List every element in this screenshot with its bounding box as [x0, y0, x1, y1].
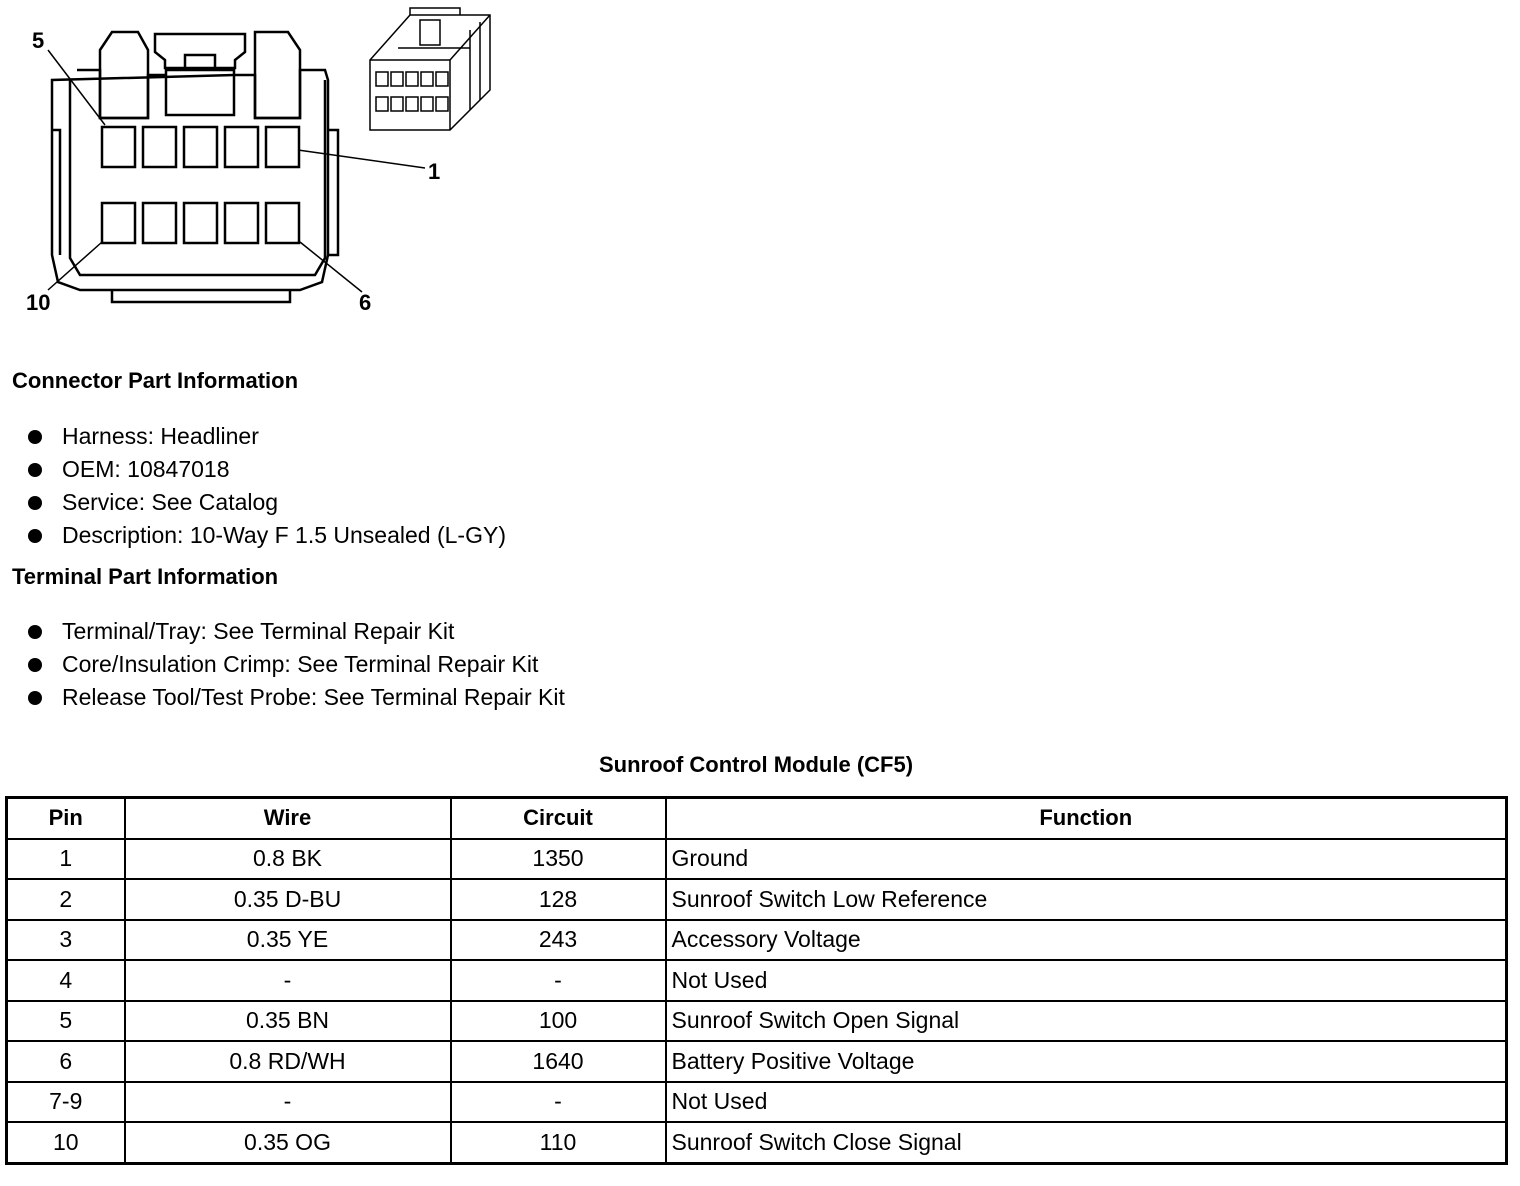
bullet-icon [28, 496, 42, 510]
cell-function: Not Used [666, 1082, 1507, 1123]
cell-pin: 7-9 [7, 1082, 125, 1123]
cell-pin: 6 [7, 1041, 125, 1082]
table-row [7, 1082, 1507, 1123]
list-item: Description: 10-Way F 1.5 Unsealed (L-GY) [28, 519, 506, 552]
bullet-icon [28, 529, 42, 543]
cell-pin: 2 [7, 879, 125, 920]
list-item: Harness: Headliner [28, 420, 506, 453]
cell-function: Not Used [666, 960, 1507, 1001]
list-item: OEM: 10847018 [28, 453, 506, 486]
cell-wire: 0.35 OG [125, 1122, 451, 1163]
bullet-icon [28, 691, 42, 705]
cell-circuit: 1640 [451, 1041, 666, 1082]
cell-circuit: 1350 [451, 839, 666, 880]
cell-wire: 0.8 BK [125, 839, 451, 880]
table-row [7, 839, 1507, 880]
connector-info-title: Connector Part Information [12, 368, 299, 393]
connector-info-list [28, 420, 506, 552]
connector-diagram [0, 0, 540, 330]
list-item: Terminal/Tray: See Terminal Repair Kit [28, 615, 565, 648]
cell-function: Sunroof Switch Open Signal [666, 1001, 1507, 1042]
cell-pin: 5 [7, 1001, 125, 1042]
bullet-icon [28, 625, 42, 639]
pin-label-1: 1 [428, 159, 441, 184]
table-row [7, 1122, 1507, 1163]
table-header-row [7, 798, 1507, 839]
table-row [7, 960, 1507, 1001]
cell-circuit: 243 [451, 920, 666, 961]
cell-circuit: 100 [451, 1001, 666, 1042]
cell-wire: 0.35 D-BU [125, 879, 451, 920]
bullet-icon [28, 430, 42, 444]
cell-wire: 0.8 RD/WH [125, 1041, 451, 1082]
cell-function: Accessory Voltage [666, 920, 1507, 961]
header-pin: Pin [7, 798, 125, 839]
cell-function: Ground [666, 839, 1507, 880]
cell-circuit: 128 [451, 879, 666, 920]
pinout-table [5, 796, 1508, 1165]
cell-pin: 3 [7, 920, 125, 961]
header-wire: Wire [125, 798, 451, 839]
connector-iso-view [0, 0, 540, 330]
cell-pin: 10 [7, 1122, 125, 1163]
cell-function: Sunroof Switch Close Signal [666, 1122, 1507, 1163]
cell-function: Sunroof Switch Low Reference [666, 879, 1507, 920]
bullet-icon [28, 658, 42, 672]
pin-label-10: 10 [26, 290, 51, 315]
cell-circuit: - [451, 960, 666, 1001]
terminal-info-title: Terminal Part Information [12, 564, 279, 589]
cell-wire: 0.35 BN [125, 1001, 451, 1042]
cell-pin: 1 [7, 839, 125, 880]
header-circuit: Circuit [451, 798, 666, 839]
cell-circuit: - [451, 1082, 666, 1123]
table-row [7, 1001, 1507, 1042]
list-item: Core/Insulation Crimp: See Terminal Repair Kit [28, 648, 565, 681]
bullet-icon [28, 463, 42, 477]
cell-wire: - [125, 1082, 451, 1123]
pin-label-6: 6 [359, 290, 372, 315]
header-function: Function [666, 798, 1507, 839]
table-title: Sunroof Control Module (CF5) [598, 752, 914, 777]
cell-pin: 4 [7, 960, 125, 1001]
table-row [7, 879, 1507, 920]
terminal-info-list [28, 615, 565, 714]
table-row [7, 1041, 1507, 1082]
cell-function: Battery Positive Voltage [666, 1041, 1507, 1082]
list-item: Release Tool/Test Probe: See Terminal Repair Kit [28, 681, 565, 714]
table-row [7, 920, 1507, 961]
cell-wire: - [125, 960, 451, 1001]
cell-circuit: 110 [451, 1122, 666, 1163]
list-item: Service: See Catalog [28, 486, 506, 519]
cell-wire: 0.35 YE [125, 920, 451, 961]
pin-label-5: 5 [32, 28, 45, 53]
